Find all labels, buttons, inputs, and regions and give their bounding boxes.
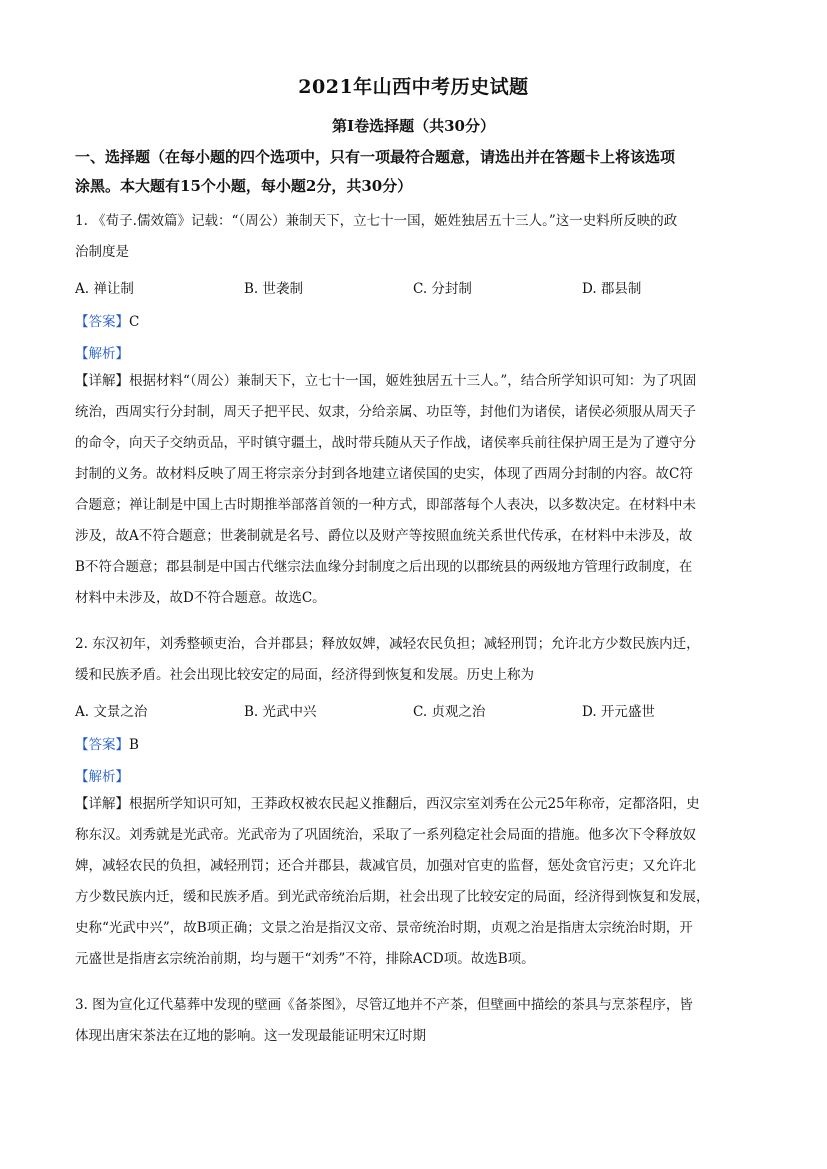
page-title: 2021年山西中考历史试题	[298, 76, 529, 98]
option-c: C. 分封制	[413, 281, 472, 297]
option-a: A. 文景之治	[75, 704, 148, 720]
question-2-options	[75, 700, 765, 720]
stem-line: 2. 东汉初年，刘秀整顿吏治，合并郡县；释放奴婢，减轻农民负担；减轻刑罚；允许北方少数民族内迁，	[75, 636, 700, 652]
detail-line: 称东汉。刘秀就是光武帝。光武帝为了巩固统治，采取了一系列稳定社会局面的措施。他多次下令释放奴	[75, 827, 696, 843]
analysis-label: 【解析】	[75, 769, 129, 785]
section-heading-line: 涂黑。本大题有15个小题，每小题2分，共30分）	[75, 177, 413, 195]
question-2-answer	[75, 733, 139, 753]
detail-line: 统治，西周实行分封制，周天子把平民、奴隶，分给亲属、功臣等，封他们为诸侯，诸侯必须服从周天子	[75, 404, 696, 420]
stem-line: 1. 《荀子.儒效篇》记载：“（周公）兼制天下，立七十一国，姬姓独居五十三人。”这一史料所反映的政	[75, 213, 678, 229]
option-b: B. 光武中兴	[244, 704, 317, 720]
stem-line: 缓和民族矛盾。社会出现比较安定的局面，经济得到恢复和发展。历史上称为	[75, 667, 534, 683]
question-2-stem	[75, 629, 755, 691]
detail-line: 婢，减轻农民的负担，减轻刑罚；还合并郡县，裁减官员，加强对官吏的监督，惩处贪官污吏；又允许北	[75, 858, 696, 874]
question-1-analysis-label	[75, 342, 129, 362]
detail-line: 史称“光武中兴”，故B项正确；文景之治是指汉文帝、景帝统治时期，贞观之治是指唐太宗统治时期，开	[75, 920, 693, 936]
question-1-answer	[75, 310, 139, 330]
option-b: B. 世袭制	[244, 281, 304, 297]
option-d: D. 郡县制	[582, 281, 642, 297]
detail-line: 方少数民族内迁，缓和民族矛盾。到光武帝统治后期，社会出现了比较安定的局面，经济得到恢复和发展，	[75, 889, 710, 905]
option-d: D. 开元盛世	[582, 704, 655, 720]
stem-line: 治制度是	[75, 244, 129, 260]
page-subtitle: 第Ⅰ卷选择题（共30分）	[332, 117, 495, 135]
detail-line: 【详解】根据材料“（周公）兼制天下，立七十一国，姬姓独居五十三人。”，结合所学知识可知：为了巩固	[75, 373, 697, 389]
detail-line: 【详解】根据所学知识可知，王莽政权被农民起义推翻后，西汉宗室刘秀在公元25年称帝，定都洛阳，史	[75, 796, 700, 812]
analysis-label: 【解析】	[75, 346, 129, 362]
detail-line: 元盛世是指唐玄宗统治前期，均与题干“刘秀”不符，排除ACD项。故选B项。	[75, 951, 535, 967]
answer-label: 【答案】	[75, 314, 129, 330]
answer-value: B	[129, 737, 139, 753]
option-a: A. 禅让制	[75, 281, 134, 297]
detail-line: 的命令，向天子交纳贡品，平时镇守疆土，战时带兵随从天子作战，诸侯率兵前往保护周王是为了遵守分	[75, 435, 696, 451]
answer-label: 【答案】	[75, 737, 129, 753]
answer-value: C	[129, 314, 140, 330]
detail-line: 涉及，故A不符合题意；世袭制就是名号、爵位以及财产等按照血统关系世代传承，在材料中未涉及，故	[75, 528, 693, 544]
question-1-stem	[75, 206, 755, 268]
option-c: C. 贞观之治	[413, 704, 486, 720]
detail-line: 材料中未涉及，故D不符合题意。故选C。	[75, 590, 326, 606]
question-1-options	[75, 277, 765, 297]
detail-line: 合题意；禅让制是中国上古时期推举部落首领的一种方式，即部落每个人表决，以多数决定。在材料中未	[75, 497, 696, 513]
question-2-detail	[75, 789, 755, 975]
stem-line: 体现出唐宋茶法在辽地的影响。这一发现最能证明宋辽时期	[75, 1028, 426, 1044]
stem-line: 3. 图为宣化辽代墓葬中发现的壁画《备茶图》，尽管辽地并不产茶，但壁画中描绘的茶具与烹茶程序，皆	[75, 997, 693, 1013]
detail-line: B不符合题意；郡县制是中国古代继宗法血缘分封制度之后出现的以郡统县的两级地方管理行政制度，在	[75, 559, 693, 575]
question-3-stem	[75, 990, 755, 1052]
section-heading	[75, 143, 765, 201]
question-2-analysis-label	[75, 765, 129, 785]
detail-line: 封制的义务。故材料反映了周王将宗亲分封到各地建立诸侯国的史实，体现了西周分封制的内容。故C符	[75, 466, 693, 482]
question-1-detail	[75, 366, 755, 614]
section-heading-line: 一、选择题（在每小题的四个选项中，只有一项最符合题意，请选出并在答题卡上将该选项	[75, 148, 676, 166]
